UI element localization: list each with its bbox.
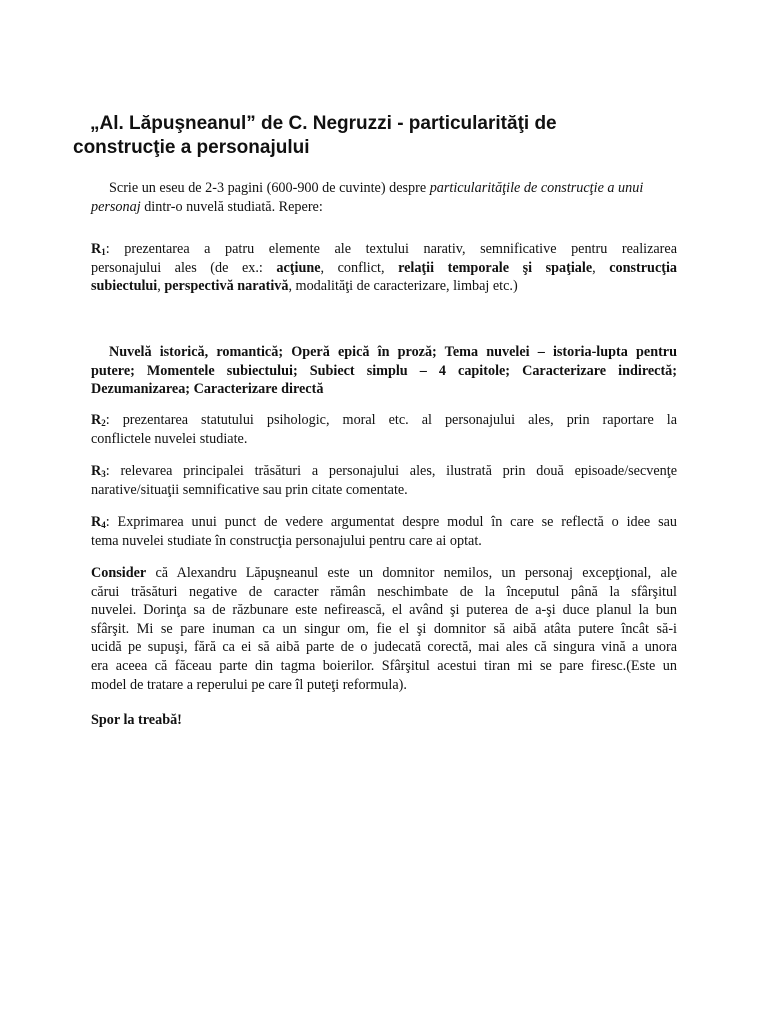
reper-label: R <box>91 514 102 530</box>
title-line-2: construcţie a personajului <box>73 137 310 158</box>
notes-paragraph: Nuvelă istorică, romantică; Operă epică în proză; Tema nuvelei – istoria-lupta pentru putere; Momentele subiectului; Subiect simplu – 4 capitole; Caracterizare indirectă; Dezumanizarea; Caracterizare directă <box>91 344 677 398</box>
reper-2: $R_2$: prezentarea statutului psihologic, moral etc. al personajului ales, prin raportare la conflictele nuvelei studiate. <box>91 412 677 447</box>
title-line-1: „Al. Lăpuşneanul” de C. Negruzzi - particularităţi de <box>90 113 557 134</box>
reper-4: $R_4$: Exprimarea unui punct de vedere argumentat despre modul în care se reflectă o idee sau tema nuvelei studiate în construcţia personajului pentru care ai optat. <box>91 514 677 549</box>
intro-paragraph: Scrie un eseu de 2-3 pagini (600-900 de cuvinte) despre particularităţile de construcţie a unui personaj dintr-o nuvelă studiată. Repere: <box>91 180 644 215</box>
reper-3: $R_3$: relevarea principalei trăsături a personajului ales, ilustrată prin două episoade/secvenţe narative/situaţii semnificative sau prin citate comentate. <box>91 463 677 498</box>
reper-1: $R_1$: prezentarea a patru elemente ale textului narativ, semnificative pentru realizarea personajului ales (de ex.: acţiune, conflict, relaţii temporale şi spaţiale, construcţia subiectului, perspectivă narativă, modalităţi de caracterizare, limbaj etc.) <box>91 241 678 295</box>
page-title <box>73 112 693 160</box>
essay-paragraph: Consider că Alexandru Lăpuşneanul este un domnitor nemilos, un personaj excepţional, ale cărui trăsături negative de caracter rămân neschimbate de la începutul până la sfârşitul nuvelei. Dorinţa sa de răzbunare este nefirească, el având şi puterea de a-şi duce planul la bun sfârşit. Mi se pare inuman ca un singur om, fie el şi domnitor să aibă atâta putere încât să-i ucidă pe supuşi, fără ca ei să aibă parte de o judecată corectă, mai ales că singura vină a unora era aceea că făceau parte din tagma boierilor. Sfârşitul acestui tiran mi se pare firesc.(Este un model de tratare a reperului pe care îl puteţi reformula). <box>91 565 677 693</box>
reper-label: R <box>91 412 102 428</box>
reper-label: R <box>91 241 102 257</box>
closing-line: Spor la treabă! <box>91 712 182 728</box>
reper-label: R <box>91 463 102 479</box>
